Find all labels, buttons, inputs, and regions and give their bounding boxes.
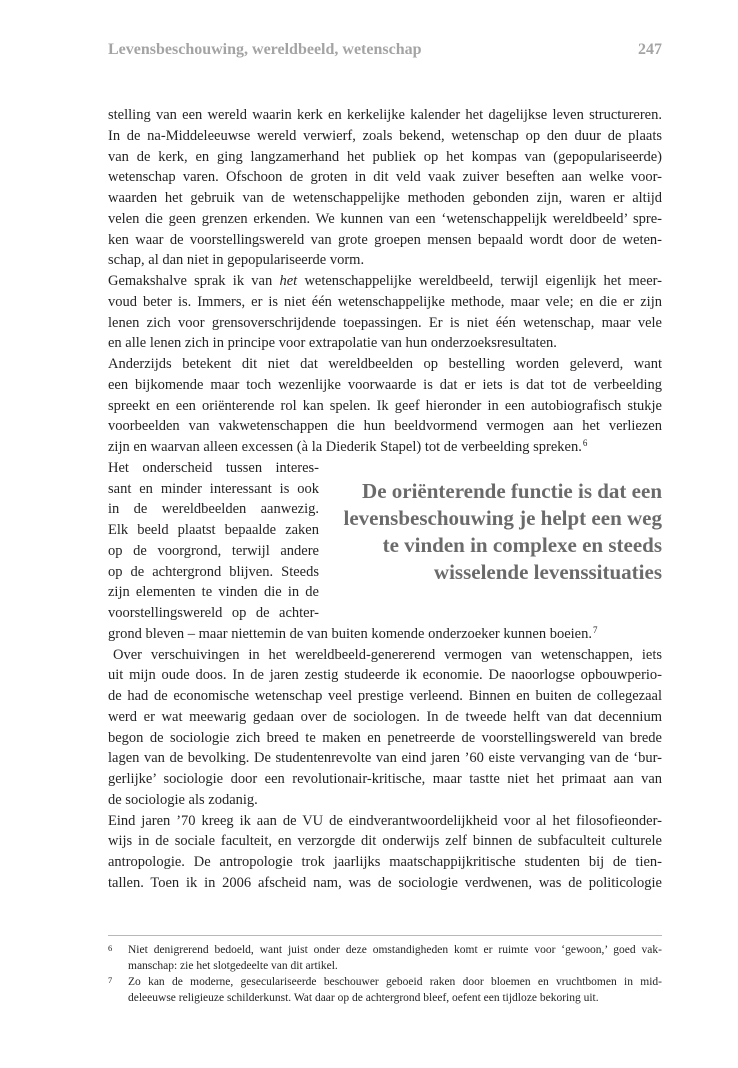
footnotes [108,942,662,1006]
text-line: In de na-Middeleeuwse wereld verwierf, zoals bekend, wetenschap op den duur de plaats [108,127,662,144]
running-head [108,40,662,60]
text-line: voorstellingswereld op de achter- [108,605,319,621]
text-line: Anderzijds betekent dit niet dat wereldbeelden op bestelling worden geleverd, want [108,356,662,372]
text-line [108,437,662,458]
paragraph-with-pull-quote [108,458,662,645]
footnote-text [128,974,662,1006]
text-line [108,624,662,645]
paragraph [108,645,662,811]
narrow-column [108,458,319,624]
text-segment: Gemakshalve sprak ik van [108,273,280,289]
text-segment: wetenschappelijke wereldbeeld, terwijl eigenlijk het meer- [297,273,662,289]
text-line: waarden het gebruik van de wetenschappelijke methoden gebonden zijn, waren er altijd [108,190,662,206]
text-line: van de kerk, en ging langzamerhand het publiek op het kompas van (gepopulariseerde) [108,148,662,165]
text-line: schap, al dan niet in gepopulariseerde vorm. [108,252,365,269]
text-line: wijs in de sociale faculteit, en verzorgde dit onderwijs zelf binnen de subfaculteit culturele [108,833,662,850]
text-line: Over verschuivingen in het wereldbeeld-genererend vermogen van wetenschappen, iets [113,646,662,663]
text-line: op de voorgrond, terwijl andere [108,542,319,559]
pull-quote-line: te vinden in complexe en steeds [382,532,662,557]
text-line: ken waar de voorstellingswereld van grote groepen mensen bepaald wordt door de weten- [108,231,662,248]
text-line: gerlijke’ sociologie door een revolutionair-kritische, maar tastte niet het primaat aan van [108,771,662,787]
footnote-text [128,942,662,974]
main-text [108,105,662,894]
text-line: antropologie. De antropologie trok jaarlijks maatschappijkritische studenten bij de tien- [108,854,662,870]
paragraph [108,354,662,458]
text-line: stelling van een wereld waarin kerk en kerkelijke kalender het dagelijkse leven structureren. [108,107,662,123]
footnote-number: 6 [108,943,113,953]
footnote-number: 7 [108,975,113,985]
footnote-reference: 6 [582,438,588,448]
running-title: Levensbeschouwing, wereldbeeld, wetenschap [108,41,422,58]
text-line: Elk beeld plaatst bepaalde zaken [108,522,319,538]
footnote-line: Zo kan de moderne, geseculariseerde beschouwer geboeid raken door bloemen en vruchtbomen in mid- [128,976,662,988]
text-line: lenen zich voor grensoverschrijdende toepassingen. Er is niet één wetenschap, maar vele [108,314,662,331]
paragraph [108,811,662,894]
text-line: en alle lenen zich in principe voor extrapolatie van hun onderzoeksresultaten. [108,335,557,352]
footnote-divider [108,935,662,936]
pull-quote-line: wisselende levenssituaties [433,559,662,584]
footnote [108,942,662,974]
text-segment: zijn en waarvan alleen excessen (à la Diederik Stapel) tot de verbeelding spreken. [108,439,582,455]
text-line: de had de economische wetenschap veel prestige verleend. Binnen en buiten de collegezaal [108,688,662,704]
text-line: begon de sociologie zich breed te maken en penetreerde de voorstellingswereld van brede [108,729,662,746]
page-number: 247 [638,41,662,58]
footnote-line: deleeuwse religieuze schilderkunst. Wat daar op de achtergrond bleef, oefent een tijdloze bekoring uit. [128,992,599,1004]
text-line: wetenschap varen. Ofschoon de groten in dit veld vaak zuiver beseften aan welke voor- [108,169,662,186]
paragraph [108,105,662,271]
text-line: op de achtergrond blijven. Steeds [108,563,319,580]
text-line: de sociologie als zodanig. [108,791,258,808]
text-line: uit mijn oude doos. In de jaren zestig studeerde ik economie. De naoorlogse opbouwperio- [108,667,662,684]
text-line: Eind jaren ’70 kreeg ik aan de VU de eindverantwoordelijkheid voor al het filosofieonder- [108,812,662,829]
footnote-line: Niet denigrerend bedoeld, want juist onder deze omstandigheden komt er ruimte voor ‘gewoon,’ goed vak- [128,944,662,956]
text-line: lagen van de bevolking. De studentenrevolte van eind jaren ’60 eiste vervanging van de ‘bur- [108,750,662,767]
pull-quote [324,478,662,586]
emphasis: het [279,273,298,289]
text-line: velen die geen grenzen erkenden. We kunnen van een ‘wetenschappelijk wereldbeeld’ spre- [108,210,662,227]
text-line: Het onderscheid tussen interes- [108,459,319,476]
text-line: in de wereldbeelden aanwezig. [108,501,319,518]
text-line: een bijkomende maar toch wezenlijke voorwaarde is dat er iets is dat tot de verbeelding [108,376,662,393]
text-line: tallen. Toen ik in 2006 afscheid nam, was de sociologie verdwenen, was de politicologie [108,874,662,891]
text-line [108,271,662,292]
text-line: werd er wat meewarig gedaan over de sociologen. In de tweede helft van dat decennium [108,708,662,725]
text-segment: grond bleven – maar niettemin de van buiten komende onderzoeker kunnen boeien. [108,625,592,642]
text-line: sant en minder interessant is ook [108,480,319,497]
text-line: zijn elementen te vinden die in de [108,584,319,601]
pull-quote-line: De oriënterende functie is dat een [362,478,662,503]
paragraph [108,271,662,354]
text-line: voud beter is. Immers, er is niet één wetenschappelijke methode, maar vele; en die er zijn [108,293,662,310]
pull-quote-line: levensbeschouwing je helpt een weg [343,505,662,530]
footnote-reference: 7 [592,624,598,635]
text-line: spreekt en een oriënterende rol kan spelen. Ik geef hieronder in een autobiografisch stukje [108,397,662,414]
text-line: voorbeelden van vakwetenschappen die hun beeldvormend vermogen aan het verliezen [108,418,662,435]
footnote-line: manschap: zie het slotgedeelte van dit artikel. [128,960,338,972]
footnote [108,974,662,1006]
